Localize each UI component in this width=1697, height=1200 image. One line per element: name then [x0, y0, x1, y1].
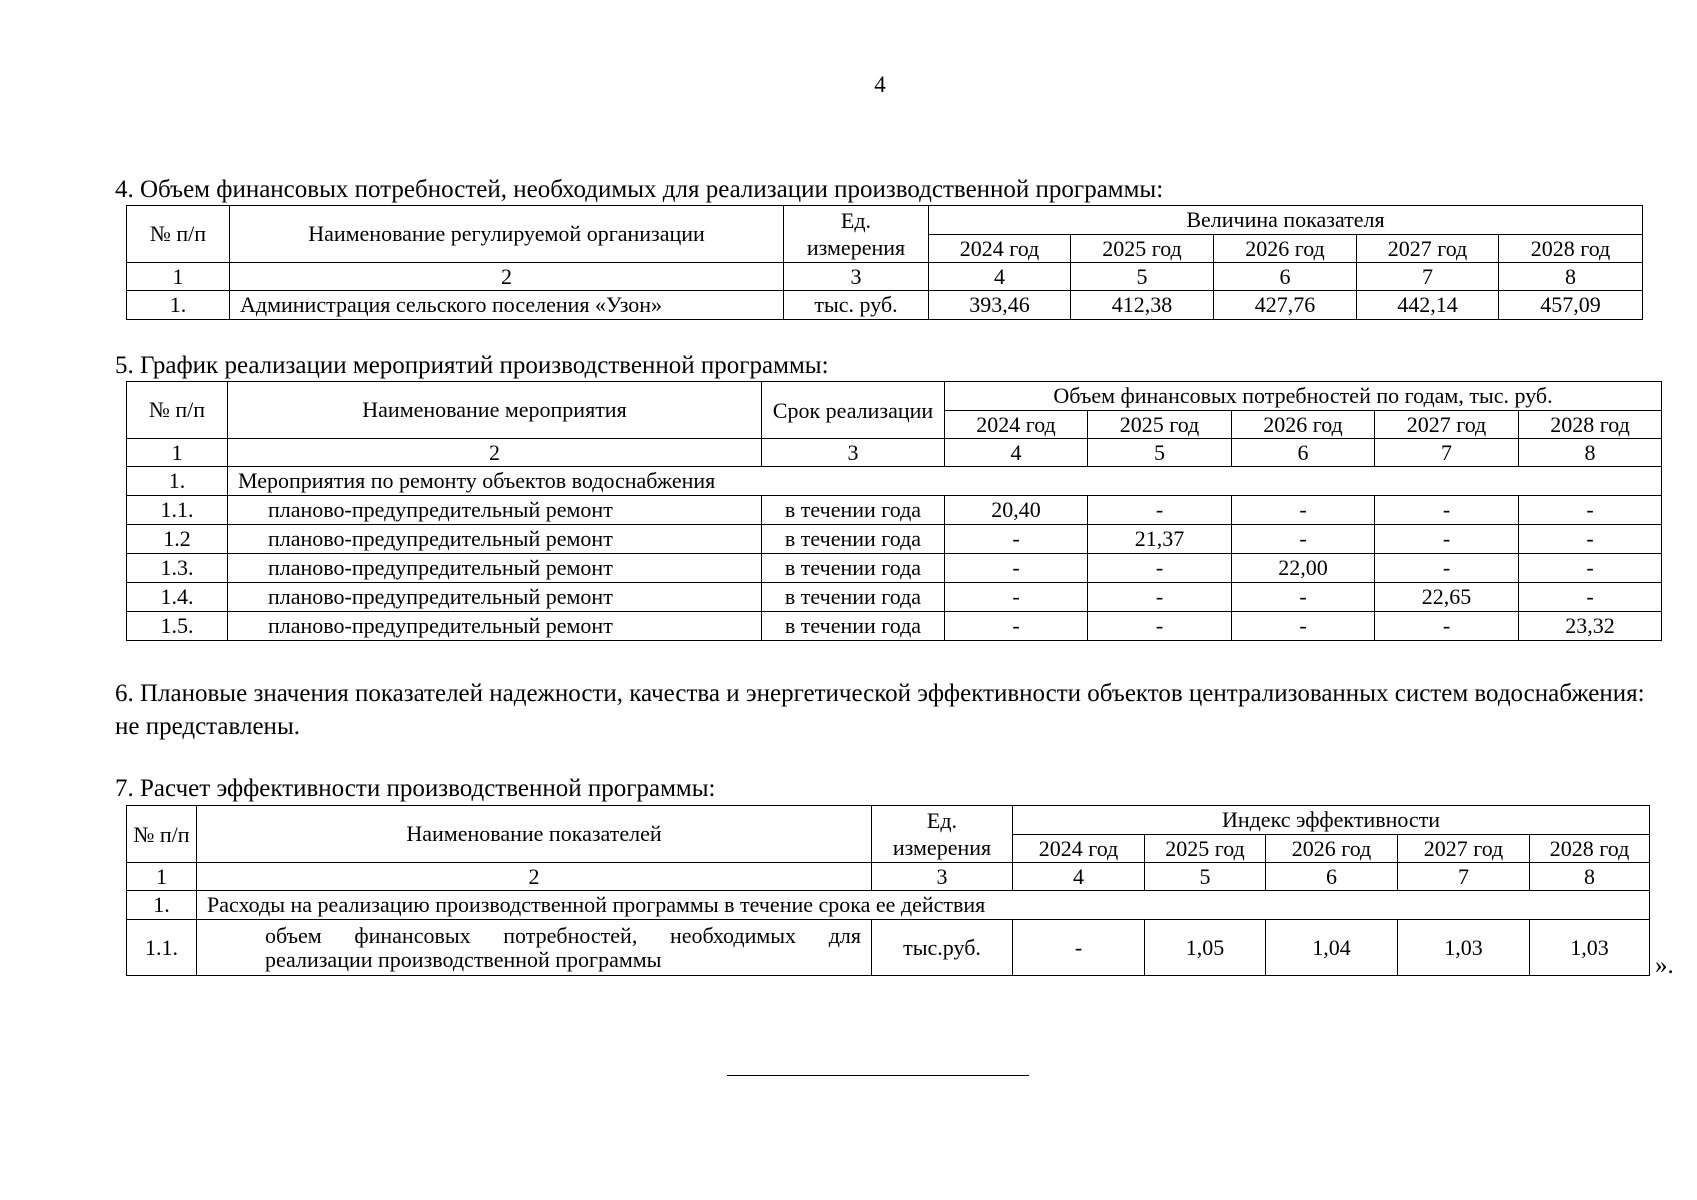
year-header: 2024 год [929, 235, 1071, 263]
col-number: 4 [1013, 863, 1145, 891]
row-value: 393,46 [929, 291, 1071, 320]
row-value: 22,65 [1375, 583, 1519, 612]
row-name: Администрация сельского поселения «Узон» [230, 291, 784, 320]
col-number: 2 [197, 863, 872, 891]
group-row [127, 891, 1650, 920]
col-header-group: Объем финансовых потребностей по годам, тыс. руб. [945, 382, 1662, 411]
col-number: 8 [1499, 263, 1643, 291]
table-row [127, 291, 1643, 320]
table-row [127, 920, 1650, 976]
col-header-group: Индекс эффективности [1013, 806, 1650, 835]
row-name: планово-предупредительный ремонт [228, 583, 762, 612]
row-value: - [1088, 612, 1232, 641]
section-7-heading: 7. Расчет эффективности производственной программы: [115, 775, 716, 802]
group-row [127, 467, 1662, 496]
row-value: - [1519, 525, 1662, 554]
row-num: 1.1. [127, 496, 228, 525]
col-number: 5 [1088, 439, 1232, 467]
col-number: 3 [872, 863, 1013, 891]
row-value: - [1519, 554, 1662, 583]
col-number: 8 [1519, 439, 1662, 467]
table-row [127, 554, 1662, 583]
col-number: 4 [945, 439, 1088, 467]
table-row [127, 525, 1662, 554]
year-header: 2028 год [1530, 835, 1650, 863]
schedule-table [126, 381, 1662, 641]
section-5-heading: 5. График реализации мероприятий производственной программы: [115, 352, 829, 379]
year-header: 2026 год [1232, 411, 1375, 439]
row-value: - [1375, 525, 1519, 554]
row-num: 1.3. [127, 554, 228, 583]
row-value: 1,05 [1145, 920, 1266, 976]
year-header: 2025 год [1088, 411, 1232, 439]
col-number: 6 [1214, 263, 1357, 291]
year-header: 2027 год [1398, 835, 1530, 863]
row-value: - [1519, 583, 1662, 612]
row-value: - [1232, 525, 1375, 554]
column-number-row [127, 863, 1650, 891]
col-header-num: № п/п [127, 382, 228, 439]
table-row [127, 583, 1662, 612]
row-name: планово-предупредительный ремонт [228, 496, 762, 525]
col-number: 6 [1232, 439, 1375, 467]
row-name: Расходы на реализацию производственной программы в течение срока ее действия [197, 891, 1650, 920]
row-unit: тыс. руб. [784, 291, 929, 320]
row-value: - [1375, 496, 1519, 525]
row-term: в течении года [762, 496, 945, 525]
col-number: 7 [1398, 863, 1530, 891]
col-number: 8 [1530, 863, 1650, 891]
col-number: 1 [127, 439, 228, 467]
year-header: 2026 год [1214, 235, 1357, 263]
row-value: - [945, 583, 1088, 612]
col-header-name: Наименование регулируемой организации [230, 206, 784, 263]
row-num: 1.2 [127, 525, 228, 554]
column-number-row [127, 263, 1643, 291]
row-value: 1,03 [1530, 920, 1650, 976]
table-row [127, 612, 1662, 641]
row-value: 412,38 [1071, 291, 1214, 320]
row-value: - [1013, 920, 1145, 976]
year-header: 2028 год [1499, 235, 1643, 263]
row-value: - [945, 612, 1088, 641]
col-header-num: № п/п [127, 806, 197, 863]
efficiency-table [126, 805, 1650, 976]
closing-quote: ». [1655, 952, 1674, 979]
row-value: - [1375, 554, 1519, 583]
year-header: 2027 год [1357, 235, 1499, 263]
row-num: 1.1. [127, 920, 197, 976]
row-value: 20,40 [945, 496, 1088, 525]
table-row [127, 496, 1662, 525]
row-value: 442,14 [1357, 291, 1499, 320]
row-num: 1. [127, 467, 228, 496]
column-number-row [127, 439, 1662, 467]
row-value: - [1088, 554, 1232, 583]
row-name: планово-предупредительный ремонт [228, 612, 762, 641]
row-value: - [945, 554, 1088, 583]
col-header-term: Срок реализации [762, 382, 945, 439]
row-term: в течении года [762, 612, 945, 641]
row-name: Мероприятия по ремонту объектов водоснабжения [228, 467, 1662, 496]
row-value: - [1232, 496, 1375, 525]
year-header: 2026 год [1266, 835, 1398, 863]
row-value: 22,00 [1232, 554, 1375, 583]
signature-rule [727, 1075, 1029, 1076]
col-header-unit: Ед. измерения [784, 206, 929, 263]
row-value: 1,03 [1398, 920, 1530, 976]
col-number: 2 [230, 263, 784, 291]
col-number: 7 [1357, 263, 1499, 291]
col-number: 3 [762, 439, 945, 467]
col-number: 7 [1375, 439, 1519, 467]
col-number: 6 [1266, 863, 1398, 891]
col-number: 5 [1145, 863, 1266, 891]
col-number: 1 [127, 863, 197, 891]
year-header: 2025 год [1071, 235, 1214, 263]
year-header: 2028 год [1519, 411, 1662, 439]
row-unit: тыс.руб. [872, 920, 1013, 976]
col-number: 1 [127, 263, 230, 291]
col-number: 3 [784, 263, 929, 291]
row-term: в течении года [762, 583, 945, 612]
row-value: - [1088, 496, 1232, 525]
row-value: 1,04 [1266, 920, 1398, 976]
row-num: 1.4. [127, 583, 228, 612]
year-header: 2024 год [1013, 835, 1145, 863]
section-6-text: 6. Плановые значения показателей надежности, качества и энергетической эффективности объектов централизованных систем водоснабжения: не представлены. [115, 680, 1645, 740]
col-number: 4 [929, 263, 1071, 291]
year-header: 2027 год [1375, 411, 1519, 439]
row-num: 1.5. [127, 612, 228, 641]
row-value: 21,37 [1088, 525, 1232, 554]
row-value: - [945, 525, 1088, 554]
row-value: 427,76 [1214, 291, 1357, 320]
row-value: - [1232, 612, 1375, 641]
row-value: - [1232, 583, 1375, 612]
col-header-name: Наименование показателей [197, 806, 872, 863]
row-name: планово-предупредительный ремонт [228, 554, 762, 583]
row-value: 457,09 [1499, 291, 1643, 320]
row-value: - [1088, 583, 1232, 612]
row-name: объем финансовых потребностей, необходимых для реализации производственной программы [197, 920, 872, 976]
row-value: - [1519, 496, 1662, 525]
col-header-group: Величина показателя [929, 206, 1643, 235]
row-name: планово-предупредительный ремонт [228, 525, 762, 554]
col-header-name: Наименование мероприятия [228, 382, 762, 439]
year-header: 2024 год [945, 411, 1088, 439]
section-4-heading: 4. Объем финансовых потребностей, необходимых для реализации производственной программы: [115, 176, 1164, 203]
col-header-unit: Ед. измерения [872, 806, 1013, 863]
col-number: 2 [228, 439, 762, 467]
row-term: в течении года [762, 525, 945, 554]
col-header-num: № п/п [127, 206, 230, 263]
row-num: 1. [127, 291, 230, 320]
col-number: 5 [1071, 263, 1214, 291]
year-header: 2025 год [1145, 835, 1266, 863]
row-value: - [1375, 612, 1519, 641]
row-value: 23,32 [1519, 612, 1662, 641]
financial-needs-table [126, 205, 1643, 320]
page-number: 4 [874, 72, 886, 97]
row-num: 1. [127, 891, 197, 920]
row-term: в течении года [762, 554, 945, 583]
